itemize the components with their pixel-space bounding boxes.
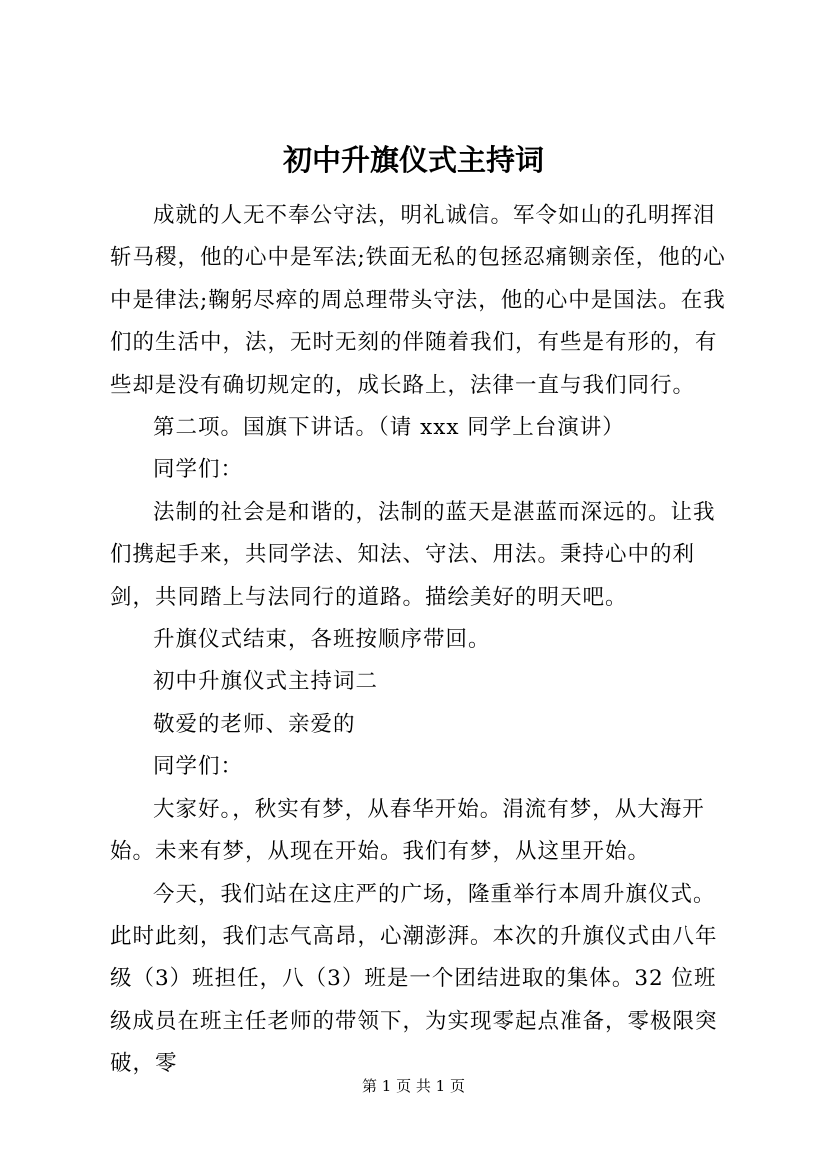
paragraph: 成就的人无不奉公守法，明礼诚信。军令如山的孔明挥泪斩马稷，他的心中是军法;铁面无私的包拯忍痛铡亲侄，他的心中是律法;鞠躬尽瘁的周总理带头守法，他的心中是国法。在我们的生活中，法，无时无刻的伴随着我们，有些是有形的，有些却是没有确切规定的，成长路上，法律一直与我们同行。 bbox=[110, 203, 726, 398]
paragraph: 大家好。，秋实有梦，从春华开始。涓流有梦，从大海开始。未来有梦，从现在开始。我们有梦，从这里开始。 bbox=[110, 796, 705, 865]
paragraph: 第二项。国旗下讲话。（请 xxx 同学上台演讲） bbox=[153, 415, 625, 441]
paragraph: 敬爱的老师、亲爱的 bbox=[153, 711, 356, 737]
paragraph: 同学们： bbox=[153, 754, 244, 780]
document-body bbox=[110, 195, 730, 1086]
paragraph: 初中升旗仪式主持词二 bbox=[153, 669, 379, 695]
page-footer: 第 1 页 共 1 页 bbox=[362, 1077, 465, 1095]
paragraph: 法制的社会是和谐的，法制的蓝天是湛蓝而深远的。让我们携起手来，共同学法、知法、守法、用法。秉持心中的利剑，共同踏上与法同行的道路。描绘美好的明天吧。 bbox=[110, 499, 716, 610]
paragraph: 升旗仪式结束，各班按顺序带回。 bbox=[153, 627, 491, 653]
paragraph: 今天，我们站在这庄严的广场，隆重举行本周升旗仪式。此时此刻，我们志气高昂，心潮澎湃。本次的升旗仪式由八年级（3）班担任，八（3）班是一个团结进取的集体。32 位班级成员在班主任老师的带领下，为实现零起点准备，零极限突破，零 bbox=[110, 881, 718, 1077]
paragraph: 同学们： bbox=[153, 457, 244, 483]
document-title: 初中升旗仪式主持词 bbox=[282, 143, 544, 177]
